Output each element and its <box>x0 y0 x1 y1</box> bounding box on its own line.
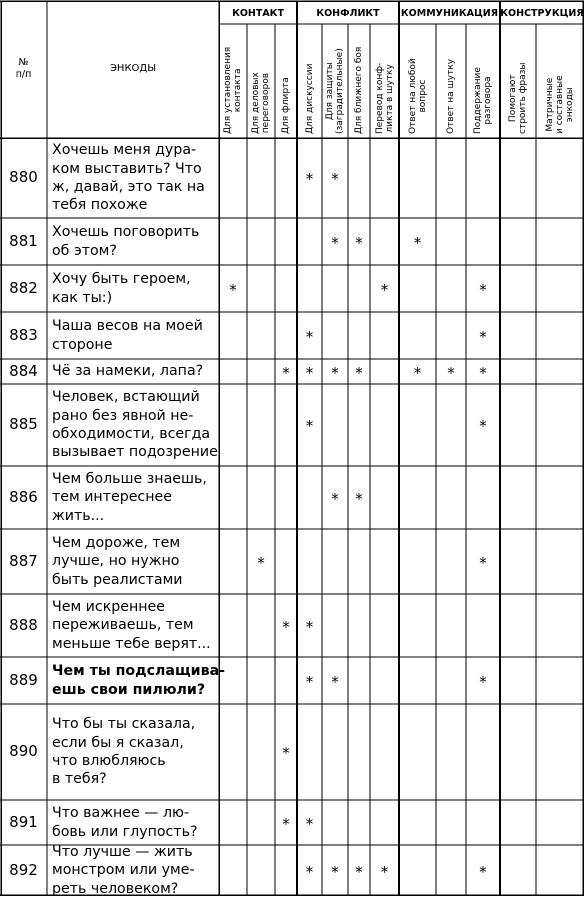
column-header-line: Для деловых <box>251 72 261 134</box>
row-number: 883 <box>9 325 38 344</box>
row-number: 888 <box>9 615 38 634</box>
encode-phrase-line: монстром или уме- <box>52 862 195 879</box>
encode-phrase <box>52 662 226 699</box>
encode-phrase <box>52 317 218 354</box>
asterisk-mark: * <box>305 327 314 346</box>
encode-phrase-line: Хочешь меня дура- <box>52 142 197 159</box>
asterisk-mark: * <box>447 363 455 382</box>
column-header-line: вопрос <box>417 79 428 113</box>
encode-phrase <box>52 388 218 462</box>
encode-phrase-line: что влюбляюсь <box>52 753 166 769</box>
row-number: 890 <box>9 742 38 760</box>
encode-phrase-line: меньше тебе верят... <box>52 635 211 652</box>
encode-phrase-line: в тебя? <box>52 771 107 788</box>
encode-phrase-line: Что лучше — жить <box>52 843 193 860</box>
asterisk-mark: * <box>305 363 314 382</box>
column-group-label: КОММУНИКАЦИЯ <box>400 8 499 19</box>
asterisk-mark: * <box>479 327 487 346</box>
encode-phrase-line: об этом? <box>52 242 117 259</box>
encode-phrase <box>52 804 218 841</box>
column-header-line: Для ближнего боя <box>354 46 364 134</box>
column-header-line: контакта <box>233 68 243 113</box>
encode-phrase-line: тем интереснее <box>52 489 172 506</box>
encode-phrase <box>52 843 218 898</box>
encode-phrase <box>52 270 218 307</box>
row-number: 885 <box>9 415 38 433</box>
encode-phrase-line: Чем ты подслащива- <box>52 663 226 680</box>
column-header-line: Перевод конф- <box>374 62 385 134</box>
number-sign: № <box>18 57 29 68</box>
column-header-line: Ответ на любой <box>407 58 418 134</box>
asterisk-mark: * <box>282 814 290 833</box>
encode-phrase-line: реть человеком? <box>52 880 179 897</box>
asterisk-mark: * <box>355 862 363 881</box>
asterisk-mark: * <box>380 280 389 299</box>
column-header-line: энкоды <box>565 87 575 123</box>
encode-phrase-line: Чем искреннее <box>52 598 166 615</box>
asterisk-mark: * <box>331 672 339 691</box>
row-number: 881 <box>9 231 38 250</box>
encode-phrase <box>52 141 218 215</box>
asterisk-mark: * <box>305 814 314 833</box>
column-header-line: строить фразы <box>518 62 528 134</box>
encode-phrase-line: ком выставить? Что <box>52 160 202 177</box>
encode-phrase-line: Что важнее — лю- <box>52 805 190 822</box>
asterisk-mark: * <box>331 233 339 252</box>
encode-phrase-line: Чаша весов на моей <box>52 318 203 335</box>
asterisk-mark: * <box>479 672 487 691</box>
encode-phrase-line: Что бы ты сказала, <box>52 716 196 733</box>
encode-phrase-line: ж, давай, это так на <box>52 179 205 195</box>
column-header-line: Для защиты <box>325 62 335 121</box>
column-header <box>251 72 271 134</box>
asterisk-mark: * <box>282 744 290 762</box>
encode-phrase <box>52 223 218 260</box>
column-header <box>508 63 528 134</box>
encode-phrase <box>52 598 218 653</box>
asterisk-mark: * <box>331 170 339 188</box>
asterisk-mark: * <box>331 862 339 881</box>
asterisk-mark: * <box>479 417 487 435</box>
encode-phrase-line: Чем больше знаешь, <box>52 470 207 487</box>
column-header-line: Поддержание <box>473 67 483 134</box>
asterisk-mark: * <box>229 280 237 299</box>
column-header <box>408 58 428 134</box>
column-header <box>545 75 575 134</box>
column-header-line: переговоров <box>261 72 271 134</box>
asterisk-mark: * <box>413 233 422 252</box>
asterisk-mark: * <box>331 489 339 508</box>
row-number: 891 <box>9 812 38 831</box>
encode-phrase-line: быть реалистами <box>52 571 183 588</box>
column-header-line: ликта в шутку <box>384 64 395 133</box>
row-number: 884 <box>9 361 38 380</box>
encode-phrase-line: бовь или глупость? <box>52 823 198 840</box>
column-header <box>473 67 493 134</box>
asterisk-mark: * <box>479 862 487 881</box>
column-header <box>305 64 315 134</box>
encode-phrase-line: вызывает подозрение <box>52 444 218 461</box>
encode-phrase-line: Хочу быть героем, <box>52 271 191 288</box>
encode-phrase-line: Человек, встающий <box>52 389 200 406</box>
encode-phrase-line: тебя похоже <box>52 197 148 214</box>
column-header-line: Для установления <box>223 46 233 134</box>
encode-phrase-line: Чё за намеки, лапа? <box>52 363 204 380</box>
encode-phrase <box>52 362 218 380</box>
asterisk-mark: * <box>355 363 363 382</box>
encode-phrase-line: Чем дороже, тем <box>52 534 181 551</box>
encode-phrase-line: переживаешь, тем <box>52 617 194 634</box>
column-header-line: Помогают <box>508 74 518 123</box>
asterisk-mark: * <box>257 553 265 572</box>
encode-phrase <box>52 534 218 589</box>
asterisk-mark: * <box>479 280 487 299</box>
column-group-label: КОНСТРУКЦИЯ <box>500 8 584 19</box>
row-number: 889 <box>9 670 38 689</box>
encode-phrase-line: Хочешь поговорить <box>52 224 200 241</box>
column-header <box>325 48 345 134</box>
row-number: 882 <box>9 278 38 297</box>
asterisk-mark: * <box>305 672 314 691</box>
row-number: 880 <box>9 168 38 186</box>
encode-phrase <box>52 470 218 525</box>
asterisk-mark: * <box>305 170 314 188</box>
asterisk-mark: * <box>282 617 290 636</box>
asterisk-mark: * <box>355 233 363 252</box>
encode-phrase-line: лучше, но нужно <box>52 553 180 570</box>
encode-phrase-line: жить... <box>52 507 105 524</box>
column-header-line: разговора <box>483 76 493 125</box>
encode-phrase-line: рано без явной не- <box>52 407 194 424</box>
row-number: 892 <box>9 860 38 879</box>
number-abbrev: п/п <box>15 69 32 80</box>
asterisk-mark: * <box>282 363 290 382</box>
column-header-line: Ответ на шутку <box>446 58 456 134</box>
asterisk-mark: * <box>479 363 487 382</box>
column-header <box>446 59 456 134</box>
encode-phrase-line: обходимости, всегда <box>52 426 211 442</box>
encode-phrase-line: стороне <box>52 336 113 353</box>
column-group-label: КОНТАКТ <box>232 8 284 19</box>
column-header-line: Для дискуссии <box>304 63 315 134</box>
encode-phrase-line: ешь свои пилюли? <box>52 681 206 698</box>
asterisk-mark: * <box>479 553 487 572</box>
asterisk-mark: * <box>331 363 339 382</box>
asterisk-mark: * <box>305 417 314 435</box>
asterisk-mark: * <box>413 363 422 382</box>
number-column-header <box>1 57 46 81</box>
column-header-line: Матричные <box>545 77 555 132</box>
encode-phrase-line: если бы я сказал, <box>52 734 184 751</box>
column-header-line: (заградительные) <box>335 48 345 134</box>
column-header <box>223 47 243 134</box>
encode-phrase-line: как ты:) <box>52 289 113 306</box>
encode-column-header: ЭНКОДЫ <box>109 63 157 74</box>
asterisk-mark: * <box>305 862 314 881</box>
column-header <box>281 77 291 134</box>
asterisk-mark: * <box>305 617 314 636</box>
row-number: 887 <box>9 551 38 570</box>
column-header <box>375 63 395 134</box>
asterisk-mark: * <box>380 862 389 881</box>
encode-phrase <box>52 715 218 789</box>
column-header-line: и составные <box>555 75 565 134</box>
column-header-line: Для флирта <box>281 77 291 134</box>
column-group-label: КОНФЛИКТ <box>316 8 380 19</box>
row-number: 886 <box>9 487 38 506</box>
asterisk-mark: * <box>355 489 363 508</box>
column-header <box>354 47 364 134</box>
